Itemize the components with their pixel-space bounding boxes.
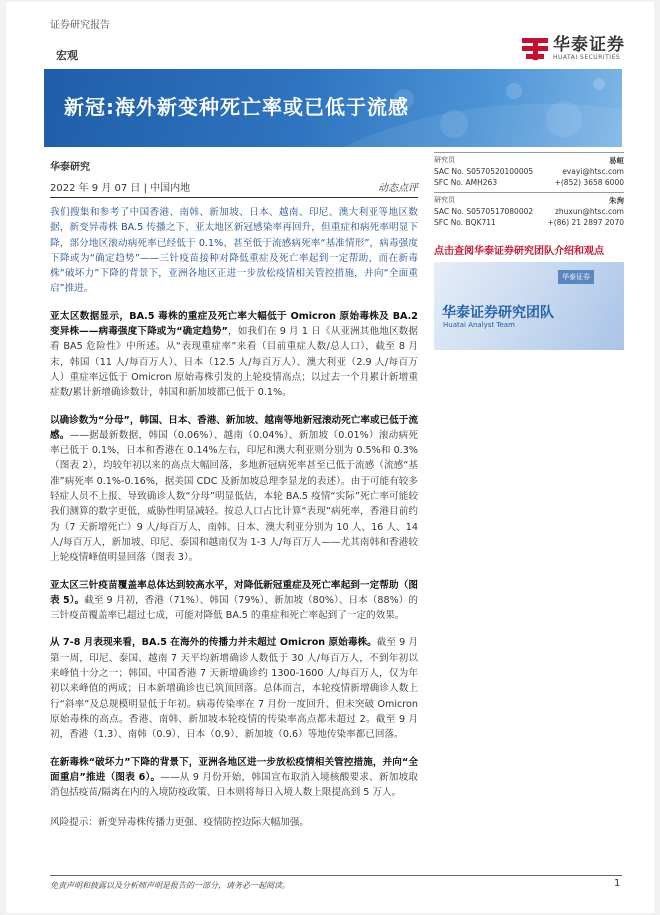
team-banner[interactable] [434, 262, 624, 350]
report-title: 新冠:海外新变种死亡率或已低于流感 [64, 95, 409, 119]
body-paragraph-3: 亚太区三针疫苗覆盖率总体达到较高水平，对降低新冠重症及死亡率起到一定帮助（图表 5）。截至 9 月初，香港（71%）、韩国（79%）、新加坡（80%）、日本（88%）的三针疫苗覆盖率已超过七成，可能对降低 BA.5 的重症和死亡率起到了一定的效果。 [50, 579, 418, 622]
team-banner-logo: 华泰证券 [558, 270, 594, 284]
team-link[interactable]: 点击查阅华泰证券研究团队介绍和观点 [434, 246, 604, 257]
analyst-card: 研究员 朱洵 SAC No. S0570517080002 zhuxun@htsc.com SFC No. BQK711 +(86) 21 2897 2070 [434, 192, 624, 228]
report-date: 2022 年 9 月 07 日 [50, 183, 141, 194]
analyst-name: 易峘 [609, 156, 624, 165]
body-paragraph-2: 以确诊数为“分母”，韩国、日本、香港、新加坡、越南等地新冠滚动死亡率或已低于流感。——据最新数据，韩国（0.06%）、越南（0.04%）、新加坡（0.01%）滚动病死率已低于 0.1%，日本和香港在 0.14%左右，印尼和澳大利亚则分别为 0.5%和 0.3%（图表 2），均较年初以来的高点大幅回落，多地新冠病死率甚至已低于流感（流感“基准”病死率 0.1%-0.16%，据美国 CDC 及新加坡总理李显龙的表述）。由于可能有较多轻症人员不上报、导致确诊人数“分母”明显低估，本轮 BA.5 疫情“实际”死亡率可能较我们测算的数字更低，威胁性明显减轻。按总人口占比计算“表现”病死率，香港目前约为（7 天新增死亡）9 人/每百万人，南韩、日本、澳大利亚分别为 10 人、16 人、14 人/每百万人，新加坡、印尼、泰国和越南仅为 1-3 人/每百万人——尤其南韩和香港较上轮疫情峰值明显回落（图表 3）。 [50, 414, 418, 564]
analyst-email[interactable]: evayi@htsc.com [562, 167, 624, 176]
analyst-email[interactable]: zhuxun@htsc.com [554, 207, 624, 216]
report-type-label: 证券研究报告 [50, 20, 110, 31]
research-org: 华泰研究 [50, 162, 90, 173]
body-paragraph-4: 从 7-8 月表现来看，BA.5 在海外的传播力并未超过 Omicron 原始毒株。截至 9 月第一周，印尼、泰国、越南 7 天平均新增确诊人数低于 30 人/每百万人，不到年初以来峰值十分之一；韩国、中国香港 7 天新增确诊约 1300-1600 人/每百万人，仅为年初以来峰值的两成；日本新增确诊也已筑顶回落。总体而言，本轮疫情新增确诊人数上行“斜率”及总规模明显低于年初。病毒传染率在 7 月份一度回升、但未突破 Omicron 原始毒株的高点。香港、南韩、新加坡本轮疫情的传染率高点都未超过 2。截至 9 月初，香港（1.3）、南韩（0.9）、日本（0.9）、新加坡（0.6）等地传染率都已回落。 [50, 637, 418, 741]
analyst-name: 朱洵 [609, 196, 624, 205]
analyst-card: 研究员 易峘 SAC No. S0570520100005 evayi@htsc.com SFC No. AMH263 +(852) 3658 6000 [434, 152, 624, 188]
footer-divider [50, 875, 622, 876]
huatai-logo-icon [522, 38, 548, 60]
page-number: 1 [614, 878, 621, 889]
team-banner-subtitle: Huatai Analyst Team [443, 321, 515, 329]
main-content [50, 158, 418, 828]
logo-text-cn: 华泰证券 [553, 35, 625, 55]
sidebar [434, 152, 624, 350]
footer-disclaimer: 免责声明和披露以及分析师声明是报告的一部分，请务必一起阅读。 [50, 881, 290, 890]
risk-note: 风险提示：新变异毒株传播力更强、疫情防控边际大幅加强。 [50, 817, 310, 829]
summary-paragraph: 我们搜集和参考了中国香港、南韩、新加坡、日本、越南、印尼、澳大利亚等地区数据，新变异毒株 BA.5 传播之下、亚太地区新冠感染率再回升，但重症和病死率明显下降，部分地区滚动病死率已经低于 0.1%、甚至低于流感病死率“基准情形”，病毒强度下降或为“确定趋势”——三针疫苗接种对降低重症及死亡率起到一定帮助，而在新毒株“破坏力”下降的背景下，亚洲各地区正进一步放松疫情相关管控措施，并向“全面重启”推进。 [50, 207, 418, 295]
body-paragraph-5: 在新毒株“破坏力”下降的背景下，亚洲各地区进一步放松疫情相关管控措施，并向“全面重启”推进（图表 6）。——从 9 月份开始，韩国宣布取消入境核酸要求、新加坡取消包括疫苗/隔离在内的入境防疫政策、日本则将每日入境人数上限提高到 5 万人。 [50, 756, 419, 799]
logo-text-en: HUATAI SECURITIES [553, 54, 621, 61]
report-region: 中国内地 [150, 183, 191, 194]
dateline: 2022 年 9 月 07 日 | 中国内地 动态点评 [50, 179, 418, 198]
report-page [6, 2, 654, 913]
huatai-logo [522, 36, 625, 61]
team-banner-title: 华泰证券研究团队 [442, 305, 554, 321]
body-paragraph-1: 亚太区数据显示，BA.5 毒株的重症及死亡率大幅低于 Omicron 原始毒株及 BA.2 变异株——病毒强度下降或为“确定趋势”，如我们在 9 月 1 日《从亚洲其他地区数据看 BA5 危险性》中所述。从“表现重症率”来看（目前重症人数/总人口），截至 8 月末，韩国（11 人/每百万人）、日本（12.5 人/每百万人）、澳大利亚（2.9 人/每百万人）重症率远低于 Omicron 原始毒株引发的上轮疫情高点；以过去一个月累计新增重症数/累计新增确诊数计，韩国和新加坡都已低于 0.1%。 [50, 310, 418, 399]
report-kind: 动态点评 [378, 183, 418, 194]
section-label: 宏观 [56, 49, 78, 62]
title-banner [44, 69, 622, 147]
